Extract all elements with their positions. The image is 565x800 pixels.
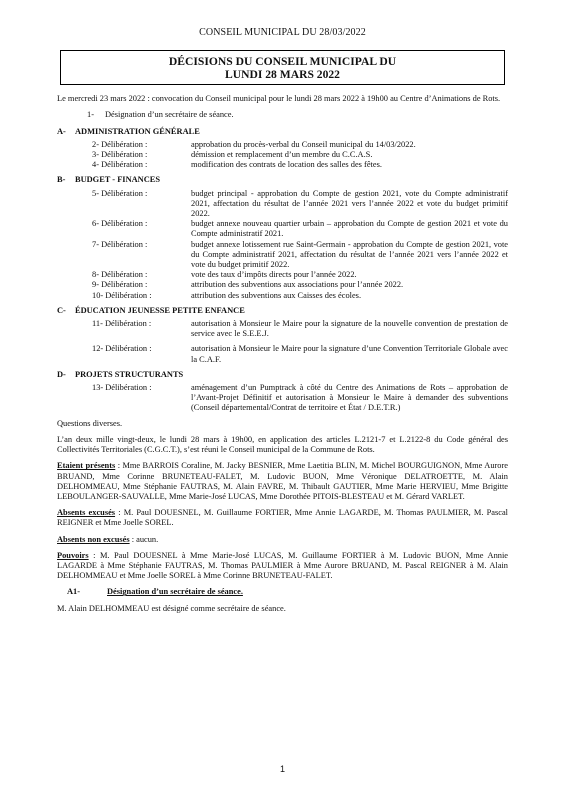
title-line-2: LUNDI 28 MARS 2022: [225, 68, 340, 82]
deliberation-item: [92, 280, 508, 290]
deliberation-label: 11- Délibération :: [92, 319, 152, 329]
deliberation-text: budget principal - approbation du Compte de gestion 2021, vote du Compte administratif 2021, affectation du résultat de l’année 2021 vers l’année 2022 et vote du budget primitif 2022.: [191, 188, 508, 219]
section-heading: [57, 175, 508, 185]
deliberation-text: budget annexe lotissement rue Saint-Germain - approbation du Compte de gestion 2021, vote du Compte administratif 2021, affectation du résultat de l’année 2021 vers l’année 2022 et vote du budget primitif 2022.: [191, 239, 508, 270]
deliberation-label: 5- Délibération :: [92, 188, 148, 198]
deliberation-label: 2- Délibération :: [92, 139, 148, 149]
unexcused-label: Absents non excusés: [57, 534, 130, 544]
convocation-paragraph: Le mercredi 23 mars 2022 : convocation du Conseil municipal pour le lundi 28 mars 2022 à 19h00 au Centre d’Animations de Rots.: [57, 94, 501, 104]
deliberation-item: [92, 344, 508, 364]
excused-label: Absents excusés: [57, 508, 116, 518]
deliberation-text: approbation du procès-verbal du Conseil municipal du 14/03/2022.: [191, 139, 416, 149]
section-heading: [57, 127, 508, 137]
section-title: ADMINISTRATION GÉNÉRALE: [75, 126, 200, 136]
deliberation-item: [92, 160, 508, 170]
proxies-list: : M. Paul DOUESNEL à Mme Marie-José LUCAS, M. Guillaume FORTIER à M. Ludovic BUON, Mme Annie LAGARDE à Mme Stéphanie FAUTRAS, M. Thomas PAULMIER à Mme Aurore BRUAND, M. Pascal REIGNER à M. Alain DELHOMMEAU et Mme Joelle SOREL à Mme Corinne BRUNETEAU-FALET.: [57, 550, 508, 581]
deliberation-item: [92, 240, 508, 271]
deliberation-item: [92, 140, 508, 150]
attendance-present: [57, 461, 508, 502]
section-letter: C-: [57, 305, 66, 315]
questions-diverses: Questions diverses.: [57, 418, 123, 428]
deliberation-item: [92, 189, 508, 220]
section-a1-code: A1-: [67, 587, 81, 597]
deliberation-list: [92, 140, 508, 171]
deliberation-label: 4- Délibération :: [92, 160, 148, 170]
section-a1-title: Désignation d’un secrétaire de séance.: [107, 587, 243, 597]
deliberation-list: [92, 189, 508, 301]
deliberation-text: attribution des subventions aux associations pour l’année 2022.: [191, 280, 404, 290]
deliberation-item: [92, 150, 508, 160]
deliberation-text: démission et remplacement d’un membre du C.C.A.S.: [191, 150, 373, 160]
proxies: [57, 551, 508, 582]
running-header: CONSEIL MUNICIPAL DU 28/03/2022: [199, 27, 366, 38]
deliberation-label: 6- Délibération :: [92, 219, 148, 229]
section-letter: B-: [57, 175, 66, 185]
document-title: [60, 50, 505, 85]
deliberation-item: [92, 270, 508, 280]
deliberation-text: attribution des subventions aux Caisses des écoles.: [191, 290, 362, 300]
section-title: BUDGET - FINANCES: [75, 175, 161, 185]
section-title: PROJETS STRUCTURANTS: [75, 369, 184, 379]
deliberation-item: [92, 291, 508, 301]
agenda-item-number: 1-: [87, 110, 94, 120]
deliberation-label: 10- Délibération :: [92, 290, 152, 300]
present-list: : Mme BARROIS Coraline, M. Jacky BESNIER, Mme Laetitia BLIN, M. Michel BOURGUIGNON, Mme Aurore BRUAND, Mme Corinne BRUNETEAU-FALET, M. Ludovic BUON, Mme Véronique DELATROETTE, M. Alain DELHOMMEAU, Mme Stéphanie FAUTRAS, M. Alain FAVRE, M. Thibault GAUTIER, Mme Marie HERVIEU, Mme Brigitte LEBOULANGER-SAUVALLE, Mme Marie-José LUCAS, Mme Dorothée PITOIS-BLESTEAU et M. Gérard VARLET.: [57, 461, 508, 501]
deliberation-text: modification des contrats de location des salles des fêtes.: [191, 160, 382, 170]
deliberation-item: [92, 219, 508, 239]
deliberation-label: 8- Délibération :: [92, 270, 148, 280]
deliberation-label: 7- Délibération :: [92, 239, 148, 249]
deliberation-list: [92, 319, 508, 365]
agenda-sections: [57, 127, 508, 414]
unexcused-list: : aucun.: [129, 534, 159, 544]
section-title: ÉDUCATION JEUNESSE PETITE ENFANCE: [75, 305, 245, 315]
deliberation-item: [92, 319, 508, 339]
deliberation-text: vote des taux d’impôts directs pour l’année 2022.: [191, 270, 357, 280]
attendance-unexcused: [57, 535, 508, 545]
agenda-item-1: [87, 110, 508, 120]
deliberation-label: 12- Délibération :: [92, 344, 152, 354]
title-line-1: DÉCISIONS DU CONSEIL MUNICIPAL DU: [168, 55, 397, 69]
attendance-excused: [57, 508, 508, 528]
section-heading: [57, 370, 508, 380]
present-label: Etaient présents: [57, 461, 116, 471]
deliberation-text: budget annexe nouveau quartier urbain – approbation du Compte de gestion 2021 et vote du Compte administratif 2021.: [191, 219, 508, 239]
agenda-item-text: Désignation d’un secrétaire de séance.: [105, 110, 234, 120]
opening-paragraph: L’an deux mille vingt-deux, le lundi 28 mars à 19h00, en application des articles L.2121-7 et L.2122-8 du Code général des Collectivités Territoriales (C.G.C.T.), s’est réuni le Conseil municipal de la Commune de Rots.: [57, 434, 508, 455]
section-letter: D-: [57, 369, 66, 379]
section-a1-heading: [67, 587, 508, 597]
excused-list: : M. Paul DOUESNEL, M. Guillaume FORTIER, Mme Annie LAGARDE, M. Thomas PAULMIER, M. Pascal REIGNER et Mme Joelle SOREL.: [57, 508, 509, 528]
deliberation-item: [92, 383, 508, 414]
section-heading: [57, 306, 508, 316]
secretary-designation: M. Alain DELHOMMEAU est désigné comme secrétaire de séance.: [57, 603, 286, 613]
deliberation-list: [92, 383, 508, 414]
deliberation-text: autorisation à Monsieur le Maire pour la signature d’une Convention Territoriale Globale avec la C.A.F.: [191, 344, 508, 364]
section-letter: A-: [57, 126, 66, 136]
page-number: 1: [279, 764, 285, 774]
deliberation-label: 13- Délibération :: [92, 383, 152, 393]
deliberation-text: autorisation à Monsieur le Maire pour la signature de la nouvelle convention de prestation de service avec le S.E.E.J.: [191, 319, 508, 339]
deliberation-label: 9- Délibération :: [92, 280, 148, 290]
deliberation-label: 3- Délibération :: [92, 150, 148, 160]
proxies-label: Pouvoirs: [57, 550, 89, 560]
deliberation-text: aménagement d’un Pumptrack à côté du Centre des Animations de Rots – approbation de l’Avant-Projet Définitif et autorisation à Monsieur le Maire à demander des subventions (Conseil départemental/Contrat de territoire et État / D.E.T.R.): [191, 383, 508, 413]
